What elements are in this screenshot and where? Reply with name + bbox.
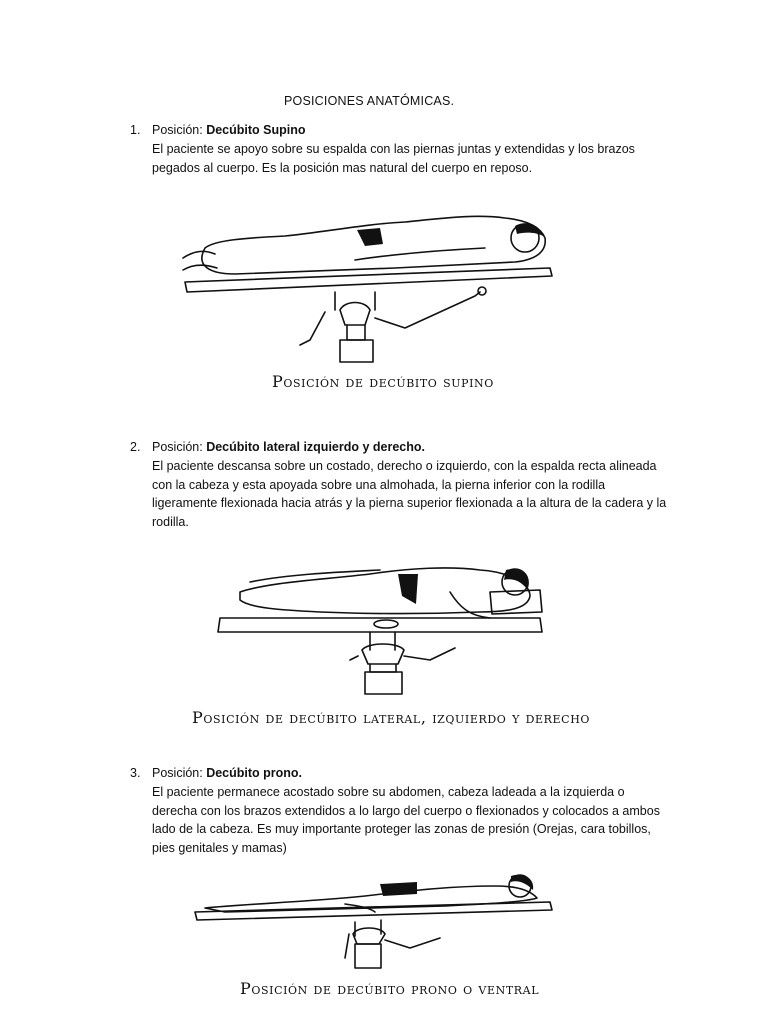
position-2-heading xyxy=(130,440,425,454)
position-2-name: Decúbito lateral izquierdo y derecho. xyxy=(206,440,426,454)
position-2-number: 2. xyxy=(130,440,141,454)
position-3-number: 3. xyxy=(130,766,141,780)
prone-caption: Posición de decúbito prono o ventral xyxy=(240,979,540,998)
position-3-description: El paciente permanece acostado sobre su abdomen, cabeza ladeada a la izquierda o derecha con los brazos extendidos a lo largo del cuerpo o flexionados y colocados a ambos lado de la cabeza. Es muy importante proteger las zonas de presión (Orejas, cara tobillos, pies genitales y mamas) xyxy=(152,785,660,855)
lateral-caption: Posición de decúbito lateral, izquierdo y derecho xyxy=(192,708,591,727)
position-3-name: Decúbito prono. xyxy=(206,766,303,780)
position-3-heading xyxy=(130,766,302,780)
position-1-label: Posición: xyxy=(152,123,207,137)
position-1-heading xyxy=(130,123,306,137)
supine-illustration xyxy=(175,200,575,370)
position-1-name: Decúbito Supino xyxy=(206,123,306,137)
lateral-illustration xyxy=(210,552,555,702)
supine-caption: Posición de decúbito supino xyxy=(272,372,494,391)
position-2-description: El paciente descansa sobre un costado, derecho o izquierdo, con la espalda recta alineada con la cabeza y esta apoyada sobre una almohada, la pierna inferior con la rodilla ligeramente flexionada hacia atrás y la pierna superior flexionada a la altura de la cadera y la rodilla. xyxy=(152,459,667,529)
position-2-label: Posición: xyxy=(152,440,207,454)
page-title: POSICIONES ANATÓMICAS. xyxy=(284,94,455,108)
position-3-label: Posición: xyxy=(152,766,207,780)
position-1-number: 1. xyxy=(130,123,141,137)
position-1-description: El paciente se apoyo sobre su espalda con las piernas juntas y extendidas y los brazos pegados al cuerpo. Es la posición mas natural del cuerpo en reposo. xyxy=(152,142,635,175)
prone-illustration xyxy=(185,868,565,978)
